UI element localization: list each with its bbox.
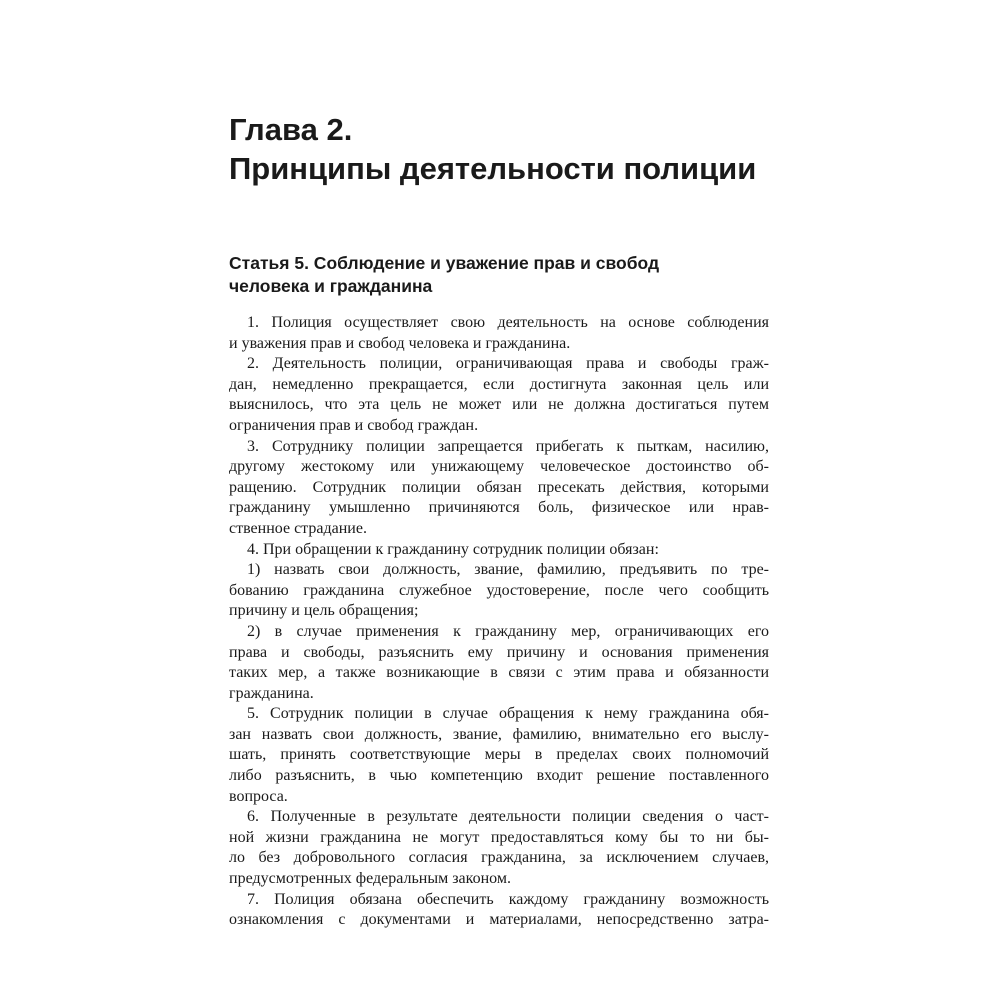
text-line: ограничения прав и свобод граждан. bbox=[229, 416, 479, 434]
text-line: гражданина. bbox=[229, 684, 314, 702]
text-line: предусмотренных федеральным законом. bbox=[229, 870, 511, 888]
text-line: причину и цель обращения; bbox=[229, 602, 419, 620]
text-line: бованию гражданина служебное удостоверение, после чего сообщить bbox=[229, 581, 769, 599]
text-line: права и свободы, разъяснить ему причину и основания применения bbox=[229, 643, 769, 661]
chapter-title bbox=[229, 110, 789, 188]
text-line: ращению. Сотрудник полиции обязан пресекать действия, которыми bbox=[229, 478, 769, 496]
text-line: ознакомления с документами и материалами, непосредственно затра- bbox=[229, 911, 769, 929]
text-line: либо разъяснить, в чью компетенцию входит решение поставленного bbox=[229, 767, 769, 785]
article-title-line: человека и гражданина bbox=[229, 276, 433, 296]
text-line: таких мер, а также возникающие в связи с этим права и обязанности bbox=[229, 664, 769, 682]
text-line: ло без добровольного согласия гражданина, за исключением случаев, bbox=[229, 849, 769, 867]
text-line: 2. Деятельность полиции, ограничивающая права и свободы граж- bbox=[247, 355, 769, 373]
text-line: 2) в случае применения к гражданину мер, ограничивающих его bbox=[247, 622, 769, 640]
chapter-number: Глава 2. bbox=[229, 112, 353, 147]
text-line: выяснилось, что эта цель не может или не должна достигаться путем bbox=[229, 396, 769, 414]
article-body bbox=[229, 313, 769, 931]
text-line: шать, принять соответствующие меры в пределах своих полномочий bbox=[229, 746, 769, 764]
text-line: ной жизни гражданина не могут предоставляться кому бы то ни бы- bbox=[229, 828, 769, 846]
text-line: 3. Сотруднику полиции запрещается прибегать к пыткам, насилию, bbox=[247, 437, 769, 455]
text-line: другому жестокому или унижающему человеческое достоинство об- bbox=[229, 458, 769, 476]
text-line: гражданину умышленно причиняются боль, физическое или нрав- bbox=[229, 499, 769, 517]
text-line: дан, немедленно прекращается, если достигнута законная цель или bbox=[229, 375, 769, 393]
text-line: ственное страдание. bbox=[229, 519, 367, 537]
text-line: зан назвать свои должность, звание, фамилию, внимательно его выслу- bbox=[229, 725, 769, 743]
text-line: и уважения прав и свобод человека и гражданина. bbox=[229, 334, 571, 352]
text-line: 5. Сотрудник полиции в случае обращения к нему гражданина обя- bbox=[247, 705, 769, 723]
article-title bbox=[229, 252, 789, 298]
text-line: вопроса. bbox=[229, 787, 288, 805]
text-line: 1) назвать свои должность, звание, фамилию, предъявить по тре- bbox=[247, 561, 769, 579]
text-line: 6. Полученные в результате деятельности полиции сведения о част- bbox=[247, 808, 769, 826]
text-line: 1. Полиция осуществляет свою деятельность на основе соблюдения bbox=[247, 314, 769, 331]
text-line: 4. При обращении к гражданину сотрудник полиции обязан: bbox=[247, 540, 659, 558]
text-line: 7. Полиция обязана обеспечить каждому гражданину возможность bbox=[247, 890, 769, 908]
chapter-name: Принципы деятельности полиции bbox=[229, 151, 757, 186]
article-title-line: Статья 5. Соблюдение и уважение прав и свобод bbox=[229, 253, 660, 273]
